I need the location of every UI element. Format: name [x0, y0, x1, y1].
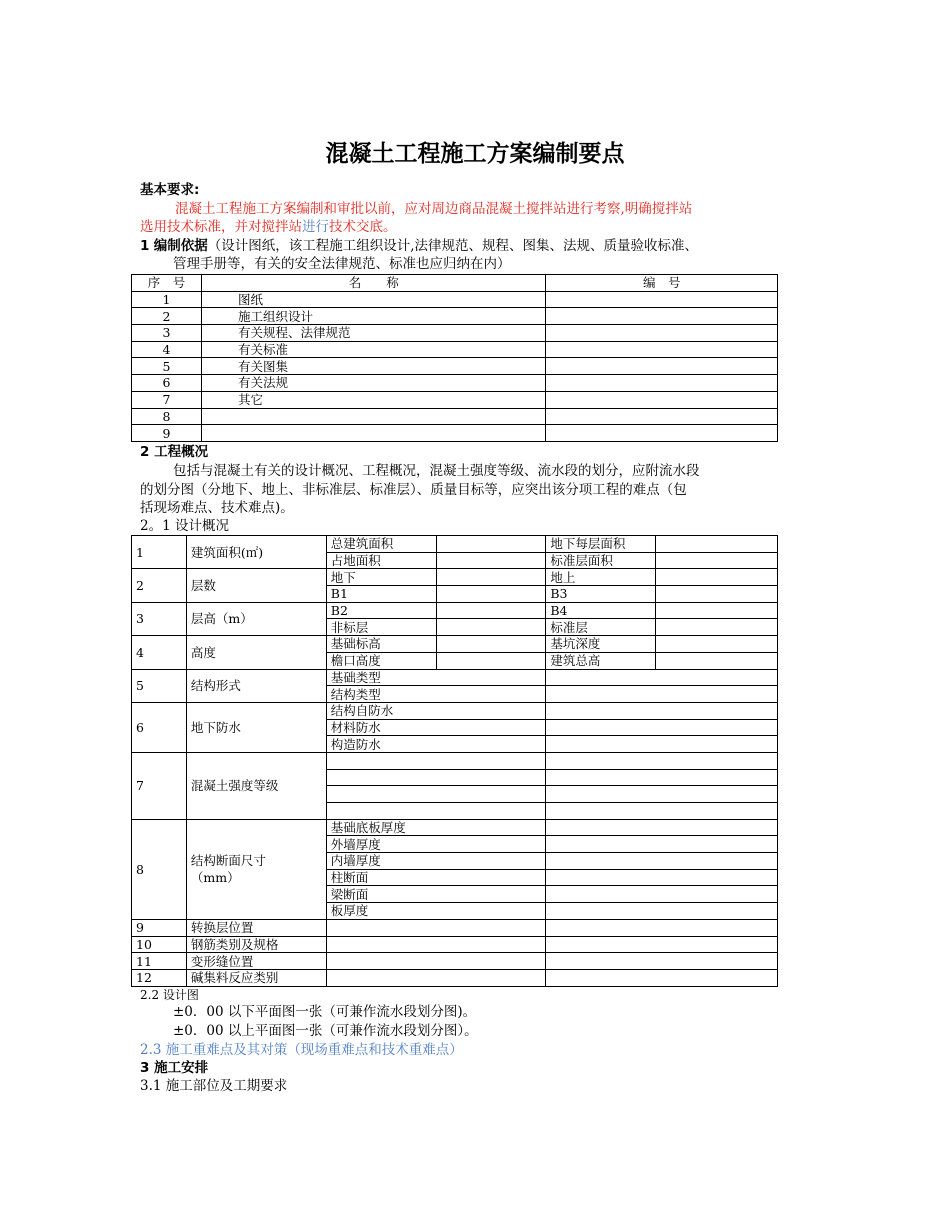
row-item: 层高（m）	[186, 602, 326, 635]
cell-value	[546, 736, 778, 753]
cell-value	[546, 702, 778, 719]
section2-paragraph-line1: 包括与混凝土有关的设计概况、工程概况，混凝土强度等级、流水段的划分，应附流水段	[173, 463, 700, 479]
row-item-line1: 结构断面尺寸	[190, 853, 266, 869]
row-no: 1	[132, 536, 187, 569]
drawing-item-2: ±0．00 以上平面图一张（可兼作流水段划分图）。	[173, 1023, 478, 1039]
row-code	[546, 425, 778, 442]
row-no: 8	[132, 819, 187, 919]
table-row	[132, 702, 778, 719]
cell-value	[546, 969, 778, 986]
row-no: 5	[132, 669, 187, 702]
cell-label: 占地面积	[326, 552, 436, 569]
row-item: 碱集料反应类别	[186, 969, 326, 986]
cell-value	[656, 552, 778, 569]
cell-value	[546, 919, 778, 936]
row-code	[546, 358, 778, 375]
section2-paragraph-line3: 括现场难点、技术难点)。	[140, 500, 294, 516]
cell-value	[546, 669, 778, 686]
section1-line1	[140, 238, 698, 255]
cell-value	[546, 903, 778, 920]
cell-label: B2	[326, 602, 436, 619]
table-row	[132, 953, 778, 970]
cell-value	[546, 752, 778, 769]
cell-label: 材料防水	[326, 719, 546, 736]
cell-value	[656, 602, 778, 619]
cell-label	[326, 752, 546, 769]
cell-value	[546, 836, 778, 853]
section1-number: 1	[140, 238, 150, 254]
cell-value	[656, 586, 778, 603]
row-name: 有关法规	[201, 375, 546, 392]
table-row	[132, 636, 778, 653]
cell-label: 柱断面	[326, 869, 546, 886]
table-row	[132, 919, 778, 936]
row-item: 变形缝位置	[186, 953, 326, 970]
page-title: 混凝土工程施工方案编制要点	[325, 141, 625, 167]
row-no: 10	[132, 936, 187, 953]
subsection-2-1: 2。1 设计概况	[140, 518, 229, 534]
cell-label: 内墙厚度	[326, 853, 546, 870]
table-row	[132, 936, 778, 953]
row-no: 6	[132, 375, 202, 392]
row-code	[546, 291, 778, 308]
table-row	[132, 969, 778, 986]
table-row	[132, 308, 778, 325]
cell-label: 地下	[326, 569, 436, 586]
cell-value	[546, 803, 778, 820]
cell-value	[656, 636, 778, 653]
header-code: 编 号	[546, 275, 778, 292]
cell-label: 非标层	[326, 619, 436, 636]
cell-value	[546, 869, 778, 886]
basic-line2-part-c: 技术交底。	[329, 219, 397, 235]
section1-text2: 管理手册等，有关的安全法律规范、标准也应归纳在内）	[173, 256, 511, 272]
cell-label: 地下每层面积	[546, 536, 656, 553]
cell-value	[656, 536, 778, 553]
row-item: 转换层位置	[186, 919, 326, 936]
row-no: 9	[132, 919, 187, 936]
table-row	[132, 408, 778, 425]
section3-heading: 3 施工安排	[140, 1060, 209, 1076]
cell-value	[326, 936, 546, 953]
cell-value	[656, 569, 778, 586]
cell-label: 基坑深度	[546, 636, 656, 653]
table-row	[132, 536, 778, 553]
cell-label: 建筑总高	[546, 652, 656, 669]
subsection-2-3: 2.3 施工重难点及其对策（现场重难点和技术重难点）	[140, 1042, 463, 1058]
cell-value	[546, 719, 778, 736]
row-no: 3	[132, 325, 202, 342]
row-no: 7	[132, 391, 202, 408]
cell-label: B3	[546, 586, 656, 603]
cell-label: 板厚度	[326, 903, 546, 920]
row-name: 其它	[201, 391, 546, 408]
cell-value	[546, 936, 778, 953]
cell-label: 基础类型	[326, 669, 546, 686]
cell-value	[436, 569, 546, 586]
row-name: 有关图集	[201, 358, 546, 375]
cell-label: 构造防水	[326, 736, 546, 753]
cell-value	[546, 786, 778, 803]
row-item: 混凝土强度等级	[186, 752, 326, 819]
cell-label: 外墙厚度	[326, 836, 546, 853]
table-row	[132, 752, 778, 769]
subsection-3-1: 3.1 施工部位及工期要求	[140, 1078, 288, 1094]
row-item-line2: （mm）	[190, 870, 240, 886]
basic-requirements-line2	[140, 219, 397, 236]
row-no: 1	[132, 291, 202, 308]
row-code	[546, 375, 778, 392]
row-no: 4	[132, 341, 202, 358]
cell-label: 地上	[546, 569, 656, 586]
row-item	[186, 819, 326, 919]
cell-value	[436, 652, 546, 669]
cell-value	[656, 652, 778, 669]
table-row	[132, 375, 778, 392]
row-no: 7	[132, 752, 187, 819]
cell-label: 基础标高	[326, 636, 436, 653]
table-row	[132, 358, 778, 375]
table-row	[132, 602, 778, 619]
basic-requirements-line1: 混凝土工程施工方案编制和审批以前，应对周边商品混凝土搅拌站进行考察,明确搅拌站	[175, 201, 693, 217]
cell-value	[326, 969, 546, 986]
cell-value	[436, 552, 546, 569]
cell-label	[326, 803, 546, 820]
row-item: 结构形式	[186, 669, 326, 702]
cell-label: 总建筑面积	[326, 536, 436, 553]
cell-label: 梁断面	[326, 886, 546, 903]
cell-label: 标准层	[546, 619, 656, 636]
row-no: 3	[132, 602, 187, 635]
table-row	[132, 325, 778, 342]
row-code	[546, 391, 778, 408]
cell-label: 基础底板厚度	[326, 819, 546, 836]
basic-line2-part-b: 进行	[302, 219, 329, 235]
header-name: 名 称	[201, 275, 546, 292]
cell-value	[326, 953, 546, 970]
basic-line2-part-a: 选用技术标准，并对搅拌站	[140, 219, 302, 235]
row-no: 5	[132, 358, 202, 375]
design-overview-table	[131, 535, 778, 987]
cell-label	[326, 786, 546, 803]
basis-table	[131, 274, 778, 442]
table-row	[132, 391, 778, 408]
cell-value	[546, 686, 778, 703]
cell-value	[436, 586, 546, 603]
cell-label: 标准层面积	[546, 552, 656, 569]
cell-label: 檐口高度	[326, 652, 436, 669]
cell-value	[546, 819, 778, 836]
row-no: 11	[132, 953, 187, 970]
basic-requirements-heading: 基本要求:	[140, 182, 200, 198]
row-no: 8	[132, 408, 202, 425]
cell-value	[546, 953, 778, 970]
table-row	[132, 819, 778, 836]
row-name: 有关规程、法律规范	[201, 325, 546, 342]
cell-value	[546, 853, 778, 870]
table-row	[132, 425, 778, 442]
row-code	[546, 408, 778, 425]
row-item: 高度	[186, 636, 326, 669]
cell-label: 结构自防水	[326, 702, 546, 719]
row-code	[546, 341, 778, 358]
cell-label: 结构类型	[326, 686, 546, 703]
row-no: 12	[132, 969, 187, 986]
table-row	[132, 569, 778, 586]
cell-value	[546, 886, 778, 903]
section1-text1: （设计图纸，该工程施工组织设计,法律规范、规程、图集、法规、质量验收标准、	[207, 238, 698, 254]
row-item: 建筑面积(㎡)	[186, 536, 326, 569]
table-header-row	[132, 275, 778, 292]
cell-value	[436, 619, 546, 636]
drawing-item-1: ±0．00 以下平面图一张（可兼作流水段划分图)。	[173, 1004, 477, 1020]
section1-heading: 编制依据	[153, 238, 208, 254]
row-no: 6	[132, 702, 187, 752]
cell-label	[326, 769, 546, 786]
cell-label: B1	[326, 586, 436, 603]
row-name	[201, 425, 546, 442]
cell-value	[656, 619, 778, 636]
row-item: 钢筋类别及规格	[186, 936, 326, 953]
row-no: 2	[132, 569, 187, 602]
row-code	[546, 325, 778, 342]
row-item: 层数	[186, 569, 326, 602]
table-row	[132, 341, 778, 358]
subsection-2-2: 2.2 设计图	[140, 988, 199, 1002]
row-name: 有关标准	[201, 341, 546, 358]
cell-value	[326, 919, 546, 936]
cell-value	[436, 536, 546, 553]
row-no: 2	[132, 308, 202, 325]
table-row	[132, 669, 778, 686]
row-no: 4	[132, 636, 187, 669]
cell-value	[436, 602, 546, 619]
row-code	[546, 308, 778, 325]
row-no: 9	[132, 425, 202, 442]
section2-heading: 2 工程概况	[140, 444, 209, 460]
section2-paragraph-line2: 的划分图（分地下、地上、非标准层、标准层）、质量目标等，应突出该分项工程的难点（包	[140, 482, 687, 498]
cell-value	[436, 636, 546, 653]
row-item: 地下防水	[186, 702, 326, 752]
row-name: 图纸	[201, 291, 546, 308]
table-row	[132, 291, 778, 308]
cell-value	[546, 769, 778, 786]
cell-label: B4	[546, 602, 656, 619]
row-name	[201, 408, 546, 425]
header-no: 序 号	[132, 275, 202, 292]
row-name: 施工组织设计	[201, 308, 546, 325]
